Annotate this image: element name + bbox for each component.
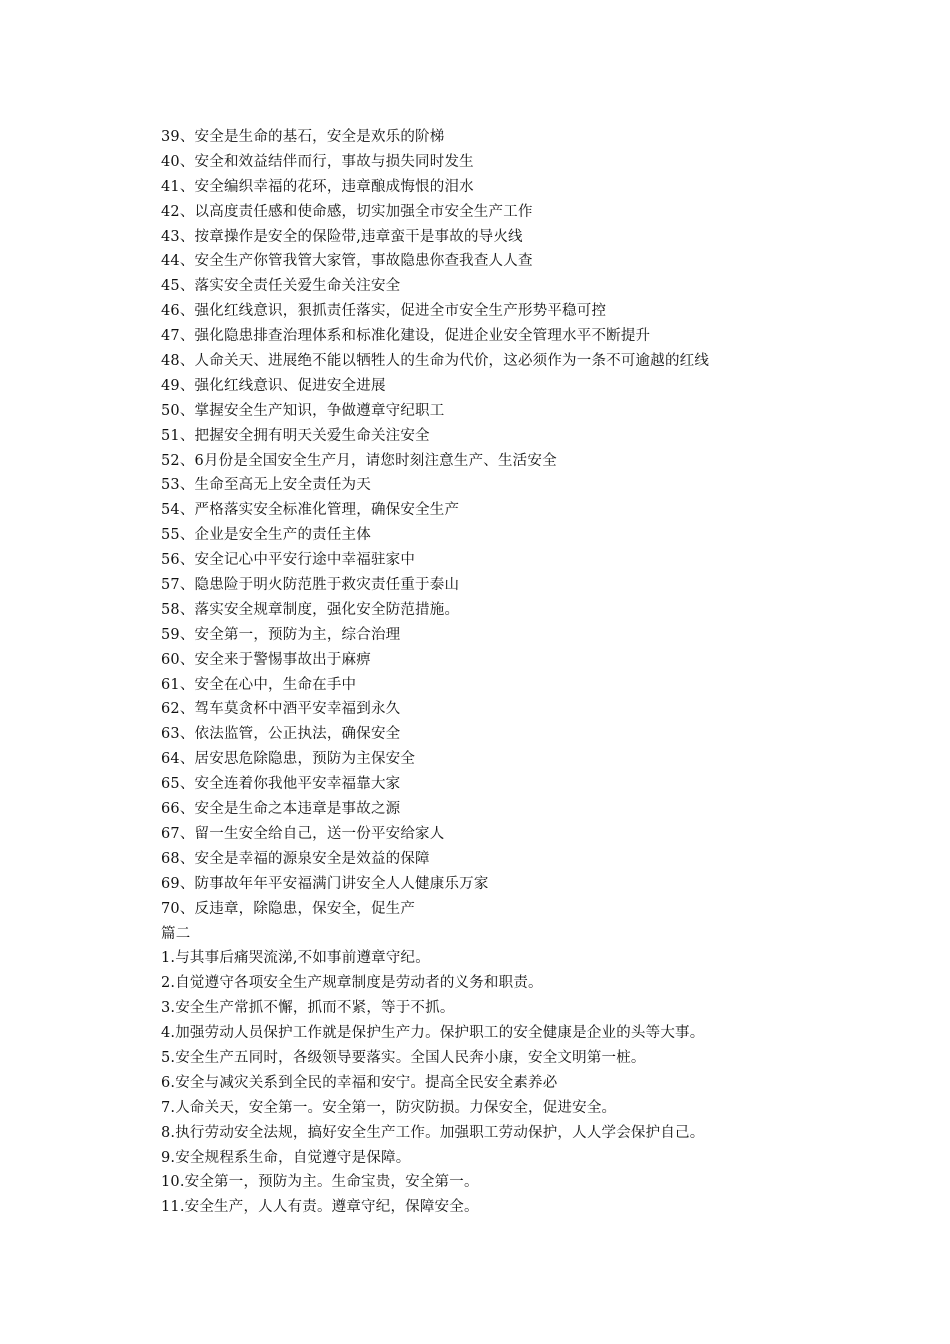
slogan-line: 44、安全生产你管我管大家管，事故隐患你查我查人人查	[161, 253, 533, 270]
slogan-line: 5.安全生产五同时，各级领导要落实。全国人民奔小康，安全文明第一桩。	[161, 1049, 646, 1066]
slogan-line: 48、人命关天、进展绝不能以牺牲人的生命为代价，这必须作为一条不可逾越的红线	[161, 353, 710, 370]
document-body	[161, 125, 861, 1220]
slogan-line: 9.安全规程系生命，自觉遵守是保障。	[161, 1149, 411, 1166]
slogan-line: 11.安全生产，人人有责。遵章守纪，保障安全。	[161, 1199, 479, 1216]
slogan-line: 39、安全是生命的基石，安全是欢乐的阶梯	[161, 129, 445, 145]
slogan-line: 1.与其事后痛哭流涕,不如事前遵章守纪。	[161, 950, 430, 967]
slogan-line: 43、按章操作是安全的保险带,违章蛮干是事故的导火线	[161, 228, 523, 245]
slogan-line: 54、严格落实安全标准化管理，确保安全生产	[161, 502, 460, 519]
slogan-line: 67、留一生安全给自己，送一份平安给家人	[161, 825, 445, 842]
slogan-line: 47、强化隐患排查治理体系和标准化建设，促进企业安全管理水平不断提升	[161, 328, 651, 345]
slogan-line: 42、以高度责任感和使命感，切实加强全市安全生产工作	[161, 203, 533, 220]
slogan-line: 41、安全编织幸福的花环，违章酿成悔恨的泪水	[161, 178, 474, 195]
slogan-line: 63、依法监管，公正执法，确保安全	[161, 726, 401, 743]
slogan-line: 46、强化红线意识，狠抓责任落实，促进全市安全生产形势平稳可控	[161, 303, 607, 320]
slogan-line: 62、驾车莫贪杯中酒平安幸福到永久	[161, 701, 401, 718]
slogan-line: 40、安全和效益结伴而行，事故与损失同时发生	[161, 153, 474, 170]
slogan-line: 64、居安思危除隐患，预防为主保安全	[161, 751, 416, 768]
slogan-line: 6.安全与减灾关系到全民的幸福和安宁。提高全民安全素养必	[161, 1074, 558, 1091]
slogan-line: 69、防事故年年平安福满门讲安全人人健康乐万家	[161, 875, 489, 892]
slogan-line: 4.加强劳动人员保护工作就是保护生产力。保护职工的安全健康是企业的头等大事。	[161, 1025, 705, 1042]
slogan-line: 57、隐患险于明火防范胜于救灾责任重于泰山	[161, 577, 460, 594]
slogan-line: 2.自觉遵守各项安全生产规章制度是劳动者的义务和职责。	[161, 975, 543, 992]
slogan-line: 52、6月份是全国安全生产月，请您时刻注意生产、生活安全	[161, 452, 557, 469]
slogan-line: 8.执行劳动安全法规，搞好安全生产工作。加强职工劳动保护，人人学会保护自己。	[161, 1124, 705, 1141]
slogan-line: 56、安全记心中平安行途中幸福驻家中	[161, 552, 416, 569]
slogan-line: 10.安全第一，预防为主。生命宝贵，安全第一。	[161, 1174, 479, 1191]
slogan-line: 65、安全连着你我他平安幸福靠大家	[161, 776, 401, 793]
slogan-line: 50、掌握安全生产知识，争做遵章守纪职工	[161, 402, 445, 419]
slogan-line: 49、强化红线意识、促进安全进展	[161, 377, 386, 394]
slogan-line: 7.人命关天，安全第一。安全第一，防灾防损。力保安全，促进安全。	[161, 1099, 617, 1116]
section-heading: 篇二	[161, 925, 191, 942]
slogan-line: 59、安全第一，预防为主，综合治理	[161, 626, 401, 643]
slogan-line: 61、安全在心中，生命在手中	[161, 676, 357, 693]
slogan-line: 60、安全来于警惕事故出于麻痹	[161, 651, 371, 668]
slogan-line: 70、反违章，除隐患，保安全，促生产	[161, 900, 416, 917]
slogan-line: 3.安全生产常抓不懈，抓而不紧，等于不抓。	[161, 1000, 455, 1017]
slogan-line: 45、落实安全责任关爱生命关注安全	[161, 278, 401, 295]
slogan-line: 68、安全是幸福的源泉安全是效益的保障	[161, 850, 430, 867]
slogan-line: 55、企业是安全生产的责任主体	[161, 527, 371, 544]
slogan-line: 51、把握安全拥有明天关爱生命关注安全	[161, 427, 430, 444]
slogan-line: 58、落实安全规章制度，强化安全防范措施。	[161, 601, 460, 618]
slogan-line: 66、安全是生命之本违章是事故之源	[161, 801, 401, 818]
slogan-line: 53、生命至高无上安全责任为天	[161, 477, 371, 494]
